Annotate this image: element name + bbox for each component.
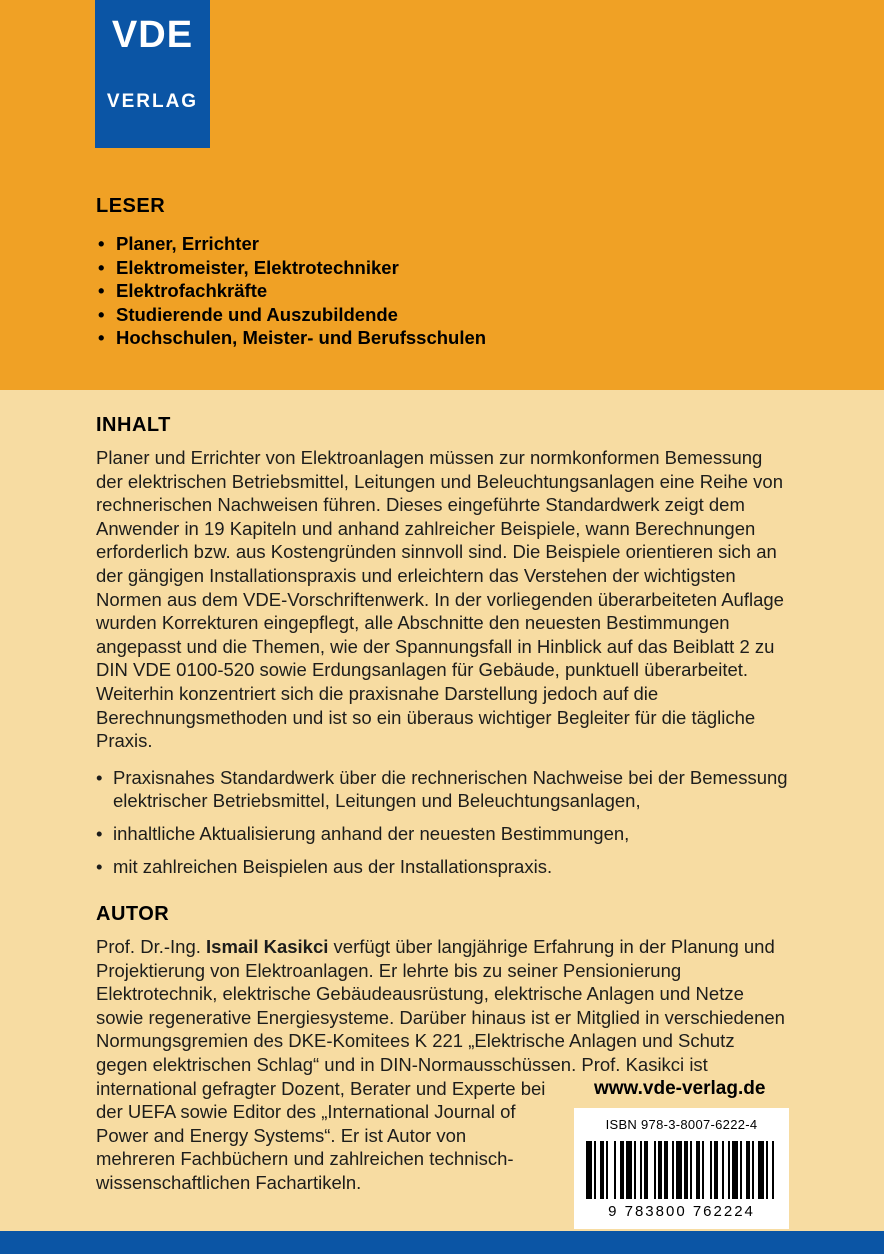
list-item: • mit zahlreichen Beispielen aus der Installationspraxis. [96, 855, 789, 879]
autor-text-part1: verfügt über langjährige Erfahrung in der Planung und Projektierung von Elektroanlagen. Er lehrte bis zu seiner Pensionierung Elektrotechnik, elektrische Gebäudeausrüstung, elektrische Anlagen und Netze sowie regenerative Energiesysteme. Darüber hinaus ist er Mitglied in verschiedenen Normungsgremien des DKE-Komitees K 221 „Elektrische Anlagen und Schutz gegen elektrischen Schlag“ und in DIN-Normausschüssen. Prof. Kasikci [96, 936, 785, 1076]
verlag-logo-text: VERLAG [106, 91, 199, 112]
inhalt-heading: INHALT [96, 414, 171, 436]
leser-list [96, 232, 786, 350]
list-item: • Elektrofachkräfte [96, 279, 786, 303]
autor-paragraph [96, 935, 789, 1220]
list-item: • Studierende und Auszubildende [96, 303, 786, 327]
list-item: • Elektromeister, Elektrotechniker [96, 256, 786, 280]
list-item: • Hochschulen, Meister- und Berufsschulen [96, 326, 786, 350]
autor-text-prefix: Prof. Dr.-Ing. [96, 936, 207, 958]
vde-verlag-logo [95, 0, 210, 148]
inhalt-bullet-list [96, 766, 789, 878]
list-item: • inhaltliche Aktualisierung anhand der neuesten Bestimmungen, [96, 822, 789, 846]
autor-heading: AUTOR [96, 903, 170, 926]
top-orange-section [0, 0, 884, 390]
vde-logo-mark: VDE [111, 14, 194, 56]
autor-text-part2: ist international gefragter Dozent, Berater und Experte bei der UEFA sowie Editor des „International Journal of Power and Energy Systems“. Er ist Autor von mehreren Fachbüchern und zahlreichen technisch-wissenschaftlichen Fachartikeln. [96, 1054, 708, 1194]
list-item: • Praxisnahes Standardwerk über die rechnerischen Nachweise bei der Bemessung elektrischer Betriebsmittel, Leitungen und Beleuchtungsanlagen, [96, 766, 789, 813]
barcode-digits: 9 783800 762224 [608, 1202, 755, 1220]
barcode-icon [586, 1141, 778, 1199]
lower-content-section [0, 390, 884, 1233]
bottom-blue-bar [0, 1231, 884, 1254]
footer-promo-block [574, 1077, 789, 1230]
isbn-barcode-box [574, 1108, 789, 1229]
isbn-number: ISBN 978-3-8007-6222-4 [605, 1117, 758, 1133]
leser-section [96, 195, 786, 350]
website-link[interactable]: www.vde-verlag.de [594, 1077, 766, 1099]
inhalt-paragraph: Planer und Errichter von Elektroanlagen müssen zur normkonformen Bemessung der elektrischen Betriebsmittel, Leitungen und Beleuchtungsanlagen eine Reihe von rechnerischen Nachweisen führen. Dieses eingeführte Standardwerk zeigt dem Anwender in 19 Kapiteln und anhand zahlreicher Beispiele, wann Berechnungen erforderlich bzw. aus Kostengründen sinnvoll sind. Die Beispiele orientieren sich an der gängigen Installationspraxis und erleichtern das Verstehen der wichtigsten Normen aus dem VDE-Vorschriftenwerk. In der vorliegenden überarbeiteten Auflage wurden Korrekturen eingepflegt, alle Abschnitte den neuesten Bestimmungen angepasst und die Themen, wie der Spannungsfall in Hinblick auf das Beiblatt 2 zu DIN VDE 0100-520 sowie Erdungsanlagen für Gebäude, punktuell überarbeitet. Weiterhin konzentriert sich die praxisnahe Darstellung jedoch auf die Berechnungsmethoden und ist so ein überaus wichtiger Begleiter für die tägliche Praxis. [96, 447, 784, 752]
leser-heading: LESER [96, 195, 166, 217]
author-name: Ismail Kasikci [206, 936, 329, 958]
list-item: • Planer, Errichter [96, 232, 786, 256]
